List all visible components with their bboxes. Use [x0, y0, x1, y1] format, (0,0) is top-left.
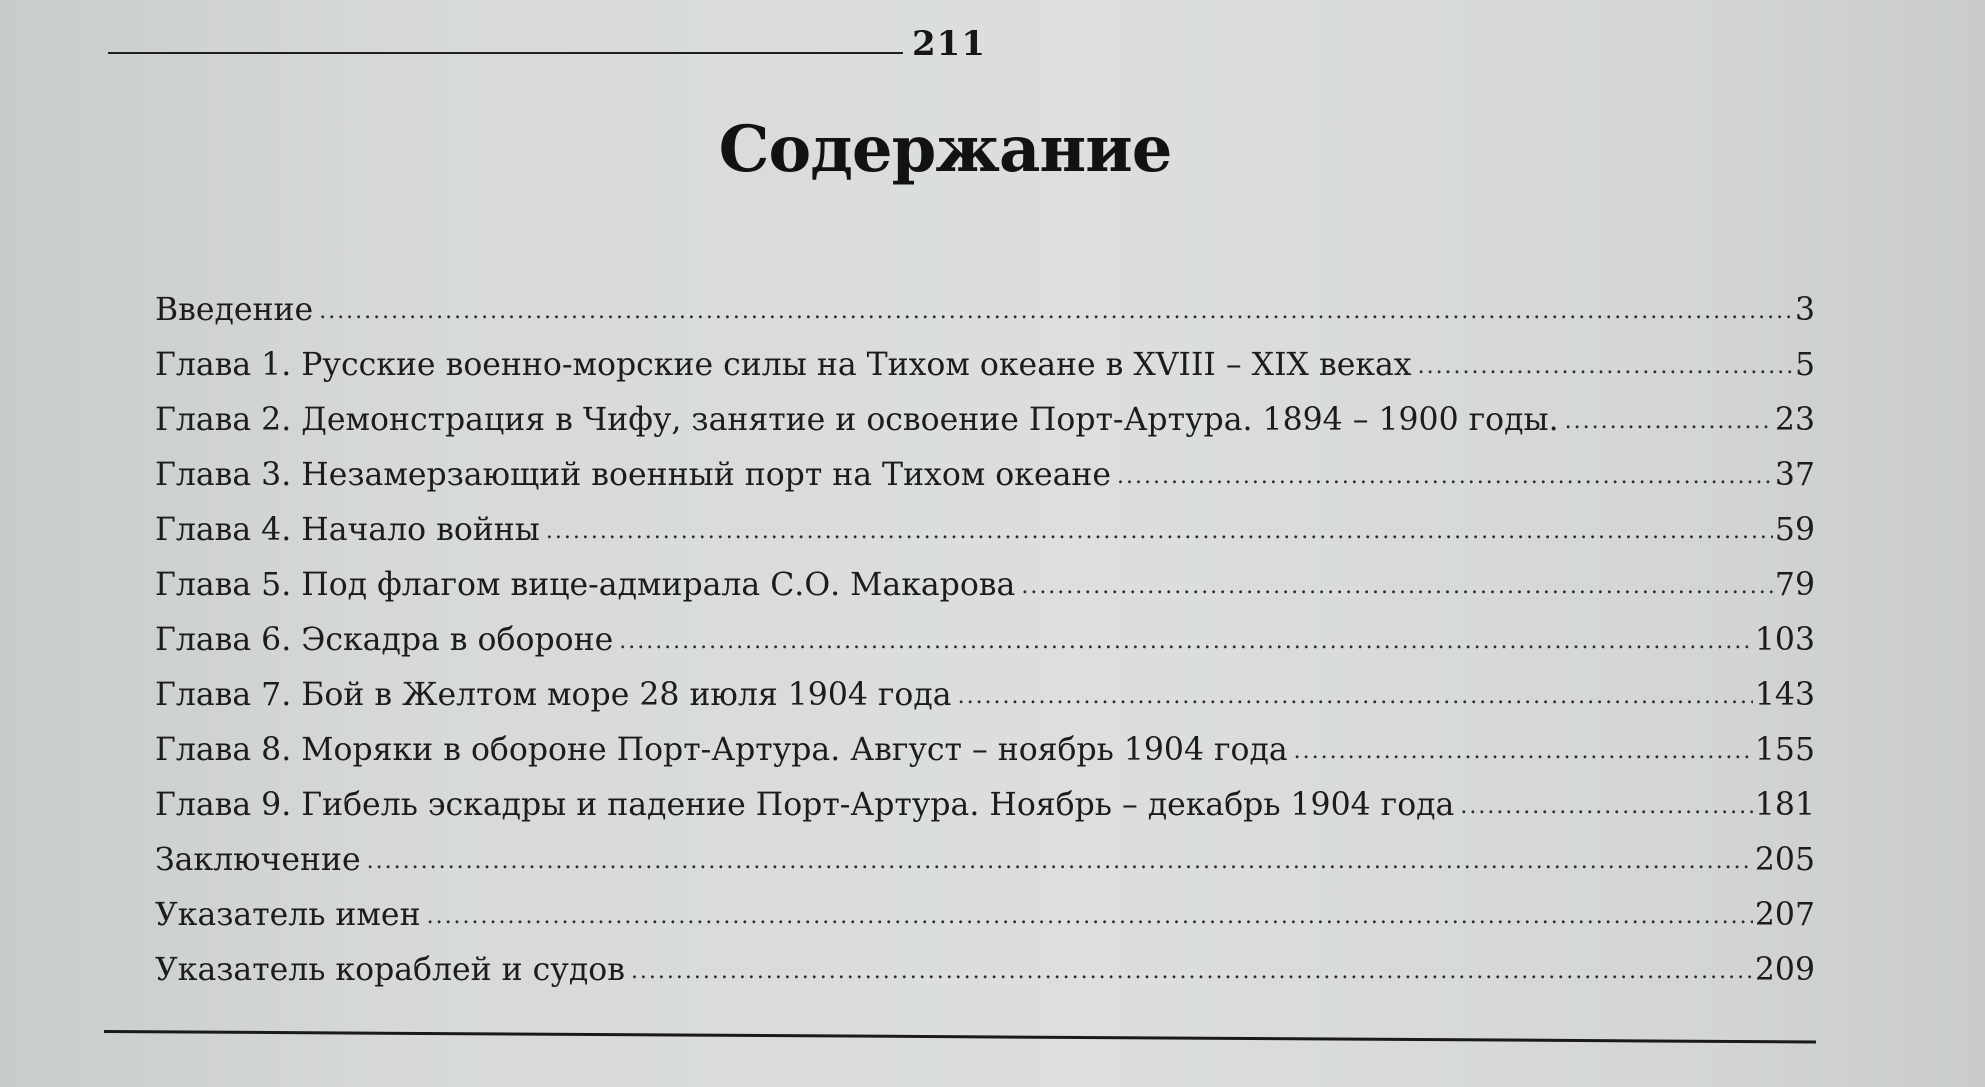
- toc-entry-label: Заключение: [155, 842, 361, 878]
- toc-entry-page: 143: [1754, 677, 1815, 713]
- toc-entry-page: 207: [1754, 897, 1815, 933]
- toc-entry-introduction: [155, 292, 1815, 347]
- toc-entry-label: Указатель имен: [155, 897, 421, 933]
- leader-dots: [367, 840, 1753, 876]
- toc-entry-conclusion: [155, 842, 1815, 897]
- footer-rule: [104, 1030, 1816, 1043]
- leader-dots: [546, 510, 1773, 546]
- leader-dots: [319, 290, 1793, 326]
- page-title: Содержание: [718, 112, 1172, 187]
- leader-dots: [631, 950, 1753, 986]
- toc-entry-page: 209: [1754, 952, 1815, 988]
- toc-entry-name-index: [155, 897, 1815, 952]
- toc-entry-label: Введение: [155, 292, 314, 328]
- toc-entry-chapter-3: [155, 457, 1815, 512]
- toc-entry-chapter-7: [155, 677, 1815, 732]
- toc-entry-page: 79: [1774, 567, 1815, 603]
- leader-dots: [1117, 455, 1773, 491]
- leader-dots: [1460, 785, 1753, 821]
- header-rule: [108, 52, 903, 54]
- toc-entry-page: 59: [1774, 512, 1815, 548]
- leader-dots: [1418, 345, 1793, 381]
- toc-entry-chapter-9: [155, 787, 1815, 842]
- leader-dots: [1021, 565, 1773, 601]
- toc-entry-label: Глава 4. Начало войны: [155, 512, 540, 548]
- toc-entry-label: Глава 3. Незамерзающий военный порт на Тихом океане: [155, 457, 1112, 493]
- toc-entry-label: Глава 9. Гибель эскадры и падение Порт-Артура. Ноябрь – декабрь 1904 года: [155, 787, 1455, 823]
- leader-dots: [958, 675, 1753, 711]
- leader-dots: [619, 620, 1753, 656]
- toc-entry-label: Глава 5. Под флагом вице-адмирала С.О. Макарова: [155, 567, 1016, 603]
- toc-entry-chapter-4: [155, 512, 1815, 567]
- toc-entry-label: Глава 2. Демонстрация в Чифу, занятие и освоение Порт-Артура. 1894 – 1900 годы.: [155, 402, 1559, 438]
- page-number: 211: [912, 24, 986, 64]
- toc-entry-label: Глава 8. Моряки в обороне Порт-Артура. Август – ноябрь 1904 года: [155, 732, 1288, 768]
- toc-entry-label: Глава 7. Бой в Желтом море 28 июля 1904 года: [155, 677, 952, 713]
- toc-entry-chapter-1: [155, 347, 1815, 402]
- toc-entry-ship-index: [155, 952, 1815, 1007]
- table-of-contents: [155, 292, 1815, 1007]
- toc-entry-page: 37: [1774, 457, 1815, 493]
- toc-entry-page: 3: [1794, 292, 1815, 328]
- toc-entry-page: 181: [1754, 787, 1815, 823]
- toc-entry-chapter-2: [155, 402, 1815, 457]
- toc-entry-chapter-5: [155, 567, 1815, 622]
- toc-entry-page: 155: [1754, 732, 1815, 768]
- toc-entry-chapter-6: [155, 622, 1815, 677]
- leader-dots: [1294, 730, 1753, 766]
- toc-entry-label: Указатель кораблей и судов: [155, 952, 625, 988]
- toc-entry-chapter-8: [155, 732, 1815, 787]
- toc-entry-page: 205: [1754, 842, 1815, 878]
- toc-entry-page: 23: [1774, 402, 1815, 438]
- toc-entry-label: Глава 6. Эскадра в обороне: [155, 622, 614, 658]
- leader-dots: [1565, 400, 1773, 436]
- toc-entry-page: 5: [1794, 347, 1815, 383]
- toc-entry-label: Глава 1. Русские военно-морские силы на Тихом океане в XVIII – XIX веках: [155, 347, 1412, 383]
- toc-entry-page: 103: [1754, 622, 1815, 658]
- leader-dots: [427, 895, 1753, 931]
